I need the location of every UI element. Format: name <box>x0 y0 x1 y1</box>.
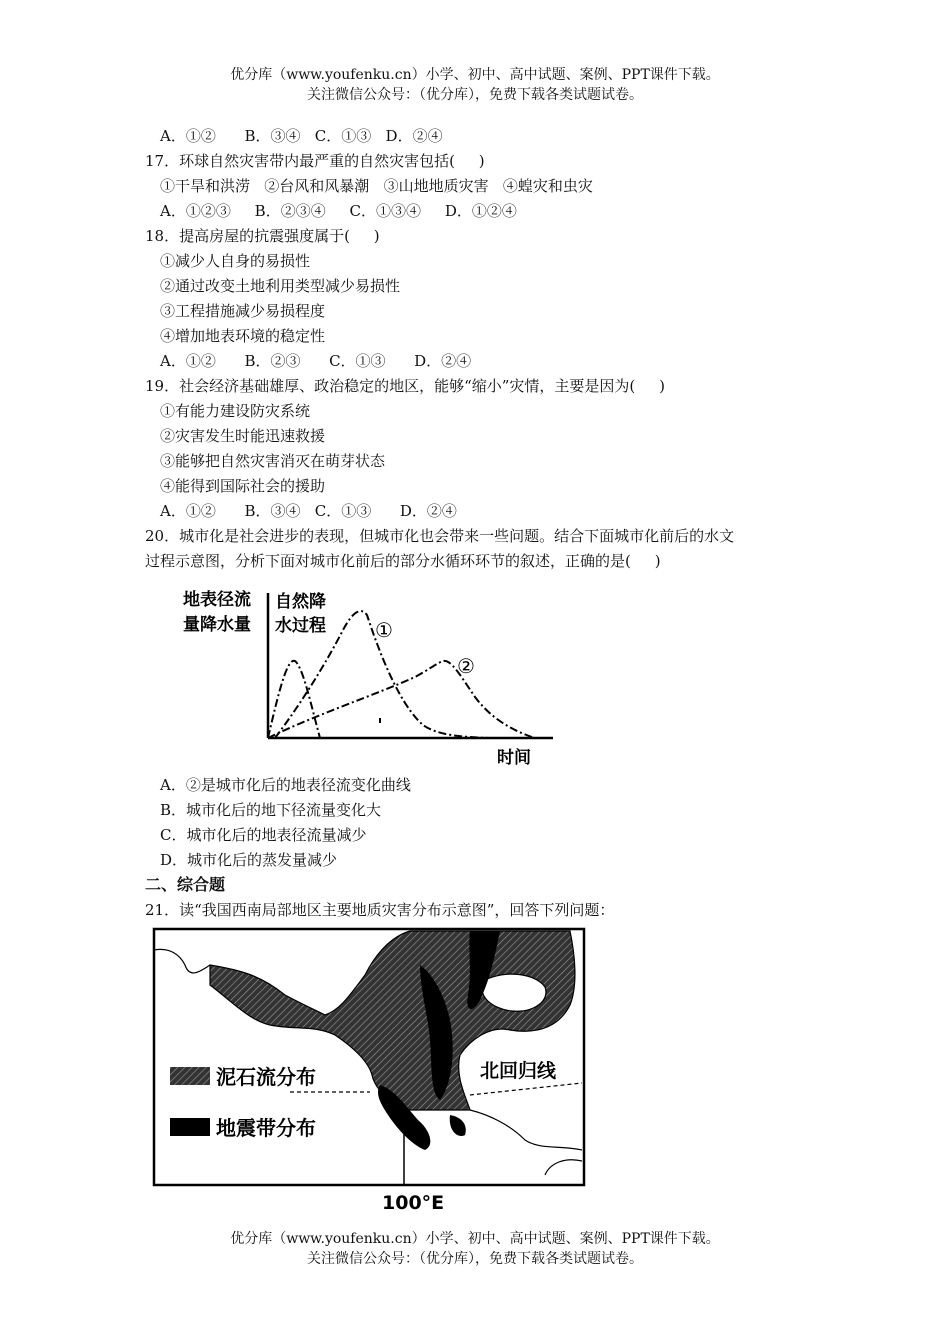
header-line-1: 优分库（www.youfenku.cn）小学、初中、高中试题、案例、PPT课件下载。 <box>230 67 720 83</box>
q19-stem: 19．社会经济基础雄厚、政治稳定的地区，能够“缩小”灾情，主要是因为( ) <box>145 377 665 395</box>
q20-stem-line-2: 过程示意图，分析下面对城市化前后的部分水循环环节的叙述，正确的是( ) <box>145 552 661 570</box>
q20-option-b: B．城市化后的地下径流量变化大 <box>160 801 382 819</box>
curve-1-label: ① <box>375 618 393 642</box>
q18-item-3: ③工程措施减少易损程度 <box>160 302 326 320</box>
q18-stem: 18．提高房屋的抗震强度属于( ) <box>145 227 380 245</box>
legend-quake-swatch <box>170 1118 210 1136</box>
q16-options: A．①② B．③④ C．①③ D．②④ <box>160 127 443 145</box>
q17-items: ①干旱和洪涝 ②台风和风暴潮 ③山地地质灾害 ④蝗灾和虫灾 <box>160 177 593 195</box>
q18-item-1: ①减少人自身的易损性 <box>160 252 311 270</box>
hydrograph-figure <box>175 585 575 770</box>
q20-stem-line-1: 20．城市化是社会进步的表现，但城市化也会带来一些问题。结合下面城市化前后的水文 <box>145 527 735 545</box>
ylabel-line-2: 量降水量 <box>183 615 251 635</box>
ylabel-line-1: 地表径流 <box>183 590 251 610</box>
header-line-2: 关注微信公众号：（优分库），免费下载各类试题试卷。 <box>307 87 643 103</box>
curve-2 <box>268 661 535 738</box>
q18-item-2: ②通过改变土地利用类型减少易损性 <box>160 277 401 295</box>
q19-item-1: ①有能力建设防灾系统 <box>160 402 311 420</box>
legend-mudflow-label: 泥石流分布 <box>216 1065 316 1089</box>
q18-options: A．①② B．②③ C．①③ D．②④ <box>160 352 472 370</box>
longitude-label: 100°E <box>382 1192 445 1214</box>
q17-stem: 17．环球自然灾害带内最严重的自然灾害包括( ) <box>145 152 485 170</box>
q21-stem: 21．读“我国西南局部地区主要地质灾害分布示意图”，回答下列问题： <box>145 901 615 919</box>
q20-option-a: A．②是城市化后的地表径流变化曲线 <box>160 776 411 794</box>
q19-item-4: ④能得到国际社会的援助 <box>160 477 326 495</box>
legend-quake-label: 地震带分布 <box>216 1116 316 1140</box>
rain-label-line-1: 自然降 <box>275 592 326 612</box>
q20-option-d: D．城市化后的蒸发量减少 <box>160 851 338 869</box>
q19-options: A．①② B．③④ C．①③ D．②④ <box>160 502 457 520</box>
hazard-map <box>150 925 590 1215</box>
curve-2-label: ② <box>457 654 475 678</box>
xlabel: 时间 <box>497 748 531 768</box>
section-2-title: 二、综合题 <box>145 875 226 894</box>
q19-item-2: ②灾害发生时能迅速救援 <box>160 427 326 445</box>
q17-options: A．①②③ B．②③④ C．①③④ D．①②④ <box>160 202 517 220</box>
q19-item-3: ③能够把自然灾害消灭在萌芽状态 <box>160 452 386 470</box>
q20-option-c: C．城市化后的地表径流量减少 <box>160 826 367 844</box>
footer-line-1: 优分库（www.youfenku.cn）小学、初中、高中试题、案例、PPT课件下载。 <box>230 1231 720 1247</box>
legend-mudflow-swatch <box>170 1067 210 1085</box>
q18-item-4: ④增加地表环境的稳定性 <box>160 327 326 345</box>
footer-line-2: 关注微信公众号：（优分库），免费下载各类试题试卷。 <box>307 1251 643 1267</box>
rain-label-line-2: 水过程 <box>275 616 326 636</box>
tropic-label: 北回归线 <box>480 1060 557 1082</box>
